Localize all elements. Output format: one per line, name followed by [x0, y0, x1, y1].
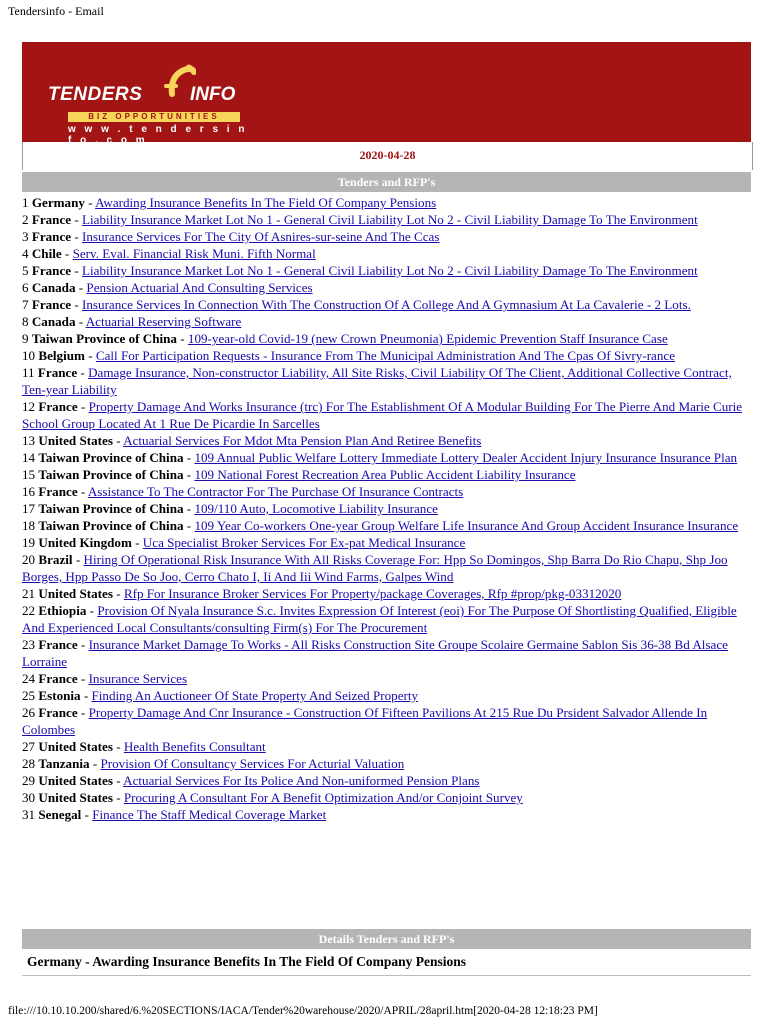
tender-number: 13 — [22, 433, 36, 448]
tender-link[interactable]: Finance The Staff Medical Coverage Market — [92, 807, 327, 822]
tender-country: United States — [38, 790, 113, 805]
tender-link[interactable]: Rfp For Insurance Broker Services For Property/package Coverages, Rfp #prop/pkg-03312020 — [123, 586, 622, 601]
tender-country: France — [38, 637, 78, 652]
tender-item: 19 United Kingdom - Uca Specialist Broker Services For Ex-pat Medical Insurance — [22, 535, 466, 550]
tender-number: 14 — [22, 450, 36, 465]
tender-country: France — [37, 365, 78, 380]
tender-number: 5 — [22, 263, 29, 278]
tender-link[interactable]: Liability Insurance Market Lot No 1 - General Civil Liability Lot No 2 - Civil Liability Damage To The Environment — [82, 212, 698, 227]
tender-link[interactable]: Actuarial Services For Mdot Mta Pension Plan And Retiree Benefits — [123, 433, 482, 448]
logo-text-left: TENDERS — [48, 84, 143, 105]
tender-number: 24 — [22, 671, 36, 686]
tender-country: France — [31, 263, 72, 278]
tender-country: France — [38, 484, 78, 499]
tender-country: France — [38, 399, 78, 414]
tender-item: 4 Chile - Serv. Eval. Financial Risk Muni. Fifth Normal — [22, 246, 316, 261]
tender-country: France — [38, 705, 78, 720]
tender-link[interactable]: Insurance Market Damage To Works - All Risks Construction Site Groupe Scolaire Germaine Sablon Sis 36-38 Bd Alsace Lorraine — [22, 637, 728, 669]
tender-item: 21 United States - Rfp For Insurance Broker Services For Property/package Coverages, Rfp #prop/pkg-03312020 — [22, 586, 622, 601]
tender-item: 3 France - Insurance Services For The City Of Asnires-sur-seine And The Ccas — [22, 229, 440, 244]
tender-list — [22, 194, 756, 823]
tender-country: Canada — [31, 314, 76, 329]
tender-country: France — [31, 212, 72, 227]
tender-item: 31 Senegal - Finance The Staff Medical Coverage Market — [22, 807, 327, 822]
tender-number: 3 — [22, 229, 29, 244]
tender-country: Taiwan Province of China — [31, 331, 177, 346]
date: 2020-04-28 — [359, 148, 416, 162]
tender-number: 4 — [22, 246, 29, 261]
tender-country: United Kingdom — [38, 535, 132, 550]
tender-number: 22 — [22, 603, 36, 618]
tender-number: 2 — [22, 212, 29, 227]
tender-link[interactable]: Actuarial Reserving Software — [85, 314, 242, 329]
tender-item: 7 France - Insurance Services In Connection With The Construction Of A College And A Gymnasium At La Cavalerie - 2 Lots. — [22, 297, 691, 312]
tender-number: 23 — [22, 637, 36, 652]
tender-number: 12 — [22, 399, 36, 414]
tender-number: 28 — [22, 756, 36, 771]
banner — [22, 42, 751, 146]
tender-country: France — [31, 229, 72, 244]
tender-link[interactable]: Insurance Services For The City Of Asnires-sur-seine And The Ccas — [82, 229, 440, 244]
first-detail-heading: Germany - Awarding Insurance Benefits In The Field Of Company Pensions — [27, 954, 467, 969]
tender-link[interactable]: Insurance Services In Connection With The Construction Of A College And A Gymnasium At La Cavalerie - 2 Lots. — [82, 297, 691, 312]
tender-country: Ethiopia — [38, 603, 87, 618]
tender-link[interactable]: 109 National Forest Recreation Area Public Accident Liability Insurance — [194, 467, 576, 482]
tender-number: 15 — [22, 467, 36, 482]
tender-country: Brazil — [38, 552, 73, 567]
tender-link[interactable]: Finding An Auctioneer Of State Property And Seized Property — [91, 688, 419, 703]
tender-country: Canada — [31, 280, 76, 295]
details-section-header: Details Tenders and RFP's — [22, 929, 751, 949]
tender-number: 29 — [22, 773, 36, 788]
tender-link[interactable]: Awarding Insurance Benefits In The Field Of Company Pensions — [95, 195, 437, 210]
tender-country: Senegal — [38, 807, 82, 822]
tender-item: 30 United States - Procuring A Consultant For A Benefit Optimization And/or Conjoint Survey — [22, 790, 523, 805]
tender-link[interactable]: Health Benefits Consultant — [123, 739, 266, 754]
tender-country: Taiwan Province of China — [38, 518, 184, 533]
tender-item: 22 Ethiopia - Provision Of Nyala Insurance S.c. Invites Expression Of Interest (eoi) For The Purpose Of Shortlisting Qualified, Eligible And Experienced Local Consultants/consulting Firm(s) For The Procurement — [22, 603, 737, 635]
tender-country: United States — [38, 739, 113, 754]
tender-country: United States — [38, 586, 113, 601]
tender-item: 23 France - Insurance Market Damage To Works - All Risks Construction Site Groupe Scolaire Germaine Sablon Sis 36-38 Bd Alsace Lorraine — [22, 637, 728, 669]
tender-item: 17 Taiwan Province of China - 109/110 Auto, Locomotive Liability Insurance — [22, 501, 438, 516]
tender-item: 25 Estonia - Finding An Auctioneer Of State Property And Seized Property — [22, 688, 419, 703]
tender-item: 11 France - Damage Insurance, Non-constructor Liability, All Site Risks, Civil Liability Of The Client, Additional Collective Contract, Ten-year Liability — [22, 365, 732, 397]
tender-country: Belgium — [38, 348, 85, 363]
tender-country: Taiwan Province of China — [38, 467, 184, 482]
tender-item: 8 Canada - Actuarial Reserving Software — [22, 314, 242, 329]
tender-number: 8 — [22, 314, 29, 329]
tender-country: United States — [38, 773, 113, 788]
tender-link[interactable]: 109 Year Co-workers One-year Group Welfare Life Insurance And Group Accident Insurance Insurance — [194, 518, 739, 533]
tender-number: 26 — [22, 705, 36, 720]
tender-item: 15 Taiwan Province of China - 109 National Forest Recreation Area Public Accident Liability Insurance — [22, 467, 576, 482]
tender-country: Estonia — [38, 688, 81, 703]
tender-item: 20 Brazil - Hiring Of Operational Risk Insurance With All Risks Coverage For: Hpp So Domingos, Shp Barra Do Rio Chapu, Shp Joo Borges, Hpp Passo De So Joo, Cerro Chato I, Ii And Iii Wind Farms, Galpes Wind — [22, 552, 728, 584]
tender-item: 10 Belgium - Call For Participation Requests - Insurance From The Municipal Administration And The Cpas Of Sivry-rance — [22, 348, 676, 363]
tender-number: 30 — [22, 790, 36, 805]
tender-link[interactable]: Actuarial Services For Its Police And Non-uniformed Pension Plans — [123, 773, 480, 788]
tender-number: 31 — [22, 807, 36, 822]
tender-country: France — [38, 671, 78, 686]
tender-number: 7 — [22, 297, 29, 312]
tender-number: 18 — [22, 518, 36, 533]
tender-number: 9 — [22, 331, 29, 346]
tender-item: 26 France - Property Damage And Cnr Insurance - Construction Of Fifteen Pavilions At 215 Rue Du Prsident Salvador Allende In Colombes — [22, 705, 708, 737]
logo-text-right: INFO — [190, 84, 236, 105]
tender-number: 1 — [22, 195, 29, 210]
tender-item: 24 France - Insurance Services — [22, 671, 188, 686]
tender-country: Tanzania — [38, 756, 90, 771]
tender-link[interactable]: Assistance To The Contractor For The Purchase Of Insurance Contracts — [87, 484, 464, 499]
tender-link[interactable]: Serv. Eval. Financial Risk Muni. Fifth Normal — [72, 246, 316, 261]
tender-country: France — [31, 297, 72, 312]
tender-number: 16 — [22, 484, 36, 499]
page-header: Tendersinfo - Email — [8, 4, 104, 18]
tender-link[interactable]: 109/110 Auto, Locomotive Liability Insurance — [194, 501, 438, 516]
logo-url: w w w . t e n d e r s i n f o . c o m — [68, 124, 248, 146]
tender-country: Taiwan Province of China — [38, 450, 184, 465]
tender-number: 25 — [22, 688, 36, 703]
tender-country: Taiwan Province of China — [38, 501, 184, 516]
tender-link[interactable]: Damage Insurance, Non-constructor Liability, All Site Risks, Civil Liability Of The Client, Additional Collective Contract, Ten-year Liability — [22, 365, 732, 397]
tender-link[interactable]: 109 Annual Public Welfare Lottery Immediate Lottery Dealer Accident Injury Insurance Insurance Plan — [194, 450, 738, 465]
tender-country: United States — [38, 433, 113, 448]
tender-link[interactable]: 109-year-old Covid-19 (new Crown Pneumonia) Epidemic Prevention Staff Insurance Case — [187, 331, 668, 346]
tender-link[interactable]: Provision Of Consultancy Services For Acturial Valuation — [100, 756, 405, 771]
tender-link[interactable]: Call For Participation Requests - Insurance From The Municipal Administration And The Cpas Of Sivry-rance — [95, 348, 676, 363]
tender-link[interactable]: Uca Specialist Broker Services For Ex-pat Medical Insurance — [142, 535, 466, 550]
logo-tagline: BIZ OPPORTUNITIES — [68, 112, 240, 122]
tender-item: 28 Tanzania - Provision Of Consultancy Services For Acturial Valuation — [22, 756, 405, 771]
tender-number: 11 — [22, 365, 35, 380]
tender-number: 10 — [22, 348, 36, 363]
page-footer: file:///10.10.10.200/shared/6.%20SECTIONS/IACA/Tender%20warehouse/2020/APRIL/28april.htm[2020-04-28 12:18:23 PM] — [8, 1005, 598, 1017]
tenders-section-header: Tenders and RFP's — [22, 172, 751, 192]
tender-item: 16 France - Assistance To The Contractor For The Purchase Of Insurance Contracts — [22, 484, 464, 499]
divider — [22, 975, 751, 976]
tender-number: 20 — [22, 552, 36, 567]
tender-item: 6 Canada - Pension Actuarial And Consulting Services — [22, 280, 313, 295]
tender-item: 18 Taiwan Province of China - 109 Year Co-workers One-year Group Welfare Life Insurance And Group Accident Insurance Insurance — [22, 518, 739, 533]
tender-link[interactable]: Hiring Of Operational Risk Insurance With All Risks Coverage For: Hpp So Domingos, Shp Barra Do Rio Chapu, Shp Joo Borges, Hpp Passo De So Joo, Cerro Chato I, Ii And Iii Wind Farms, Galpes Wind — [22, 552, 728, 584]
tender-number: 27 — [22, 739, 36, 754]
tender-item: 13 United States - Actuarial Services For Mdot Mta Pension Plan And Retiree Benefits — [22, 433, 482, 448]
tender-country: Chile — [31, 246, 62, 261]
tender-item: 14 Taiwan Province of China - 109 Annual Public Welfare Lottery Immediate Lottery Dealer Accident Injury Insurance Insurance Plan — [22, 450, 738, 465]
date-row — [22, 142, 753, 170]
tender-link[interactable]: Pension Actuarial And Consulting Services — [86, 280, 313, 295]
tender-country: Germany — [31, 195, 85, 210]
tender-link[interactable]: Procuring A Consultant For A Benefit Optimization And/or Conjoint Survey — [123, 790, 523, 805]
tender-link[interactable]: Provision Of Nyala Insurance S.c. Invites Expression Of Interest (eoi) For The Purpose Of Shortlisting Qualified, Eligible And Experienced Local Consultants/consulting Firm(s) For The Procurement — [22, 603, 737, 635]
tender-link[interactable]: Insurance Services — [88, 671, 188, 686]
tender-item: 29 United States - Actuarial Services For Its Police And Non-uniformed Pension Plans — [22, 773, 480, 788]
tender-number: 17 — [22, 501, 36, 516]
tender-link[interactable]: Property Damage And Cnr Insurance - Construction Of Fifteen Pavilions At 215 Rue Du Prsident Salvador Allende In Colombes — [22, 705, 708, 737]
tender-number: 21 — [22, 586, 36, 601]
tender-item: 9 Taiwan Province of China - 109-year-old Covid-19 (new Crown Pneumonia) Epidemic Prevention Staff Insurance Case — [22, 331, 668, 346]
tender-number: 6 — [22, 280, 29, 295]
tender-item: 1 Germany - Awarding Insurance Benefits In The Field Of Company Pensions — [22, 195, 437, 210]
tender-link[interactable]: Property Damage And Works Insurance (trc) For The Establishment Of A Modular Building For The Pierre And Marie Curie School Group Located At 1 Rue De Picardie In Sarcelles — [22, 399, 743, 431]
tender-item: 2 France - Liability Insurance Market Lot No 1 - General Civil Liability Lot No 2 - Civil Liability Damage To The Environment — [22, 212, 698, 227]
tender-item: 27 United States - Health Benefits Consultant — [22, 739, 266, 754]
tender-number: 19 — [22, 535, 36, 550]
tender-item: 12 France - Property Damage And Works Insurance (trc) For The Establishment Of A Modular Building For The Pierre And Marie Curie School Group Located At 1 Rue De Picardie In Sarcelles — [22, 399, 743, 431]
tender-item: 5 France - Liability Insurance Market Lot No 1 - General Civil Liability Lot No 2 - Civil Liability Damage To The Environment — [22, 263, 698, 278]
tendersinfo-logo[interactable] — [48, 76, 248, 146]
tender-link[interactable]: Liability Insurance Market Lot No 1 - General Civil Liability Lot No 2 - Civil Liability Damage To The Environment — [82, 263, 698, 278]
